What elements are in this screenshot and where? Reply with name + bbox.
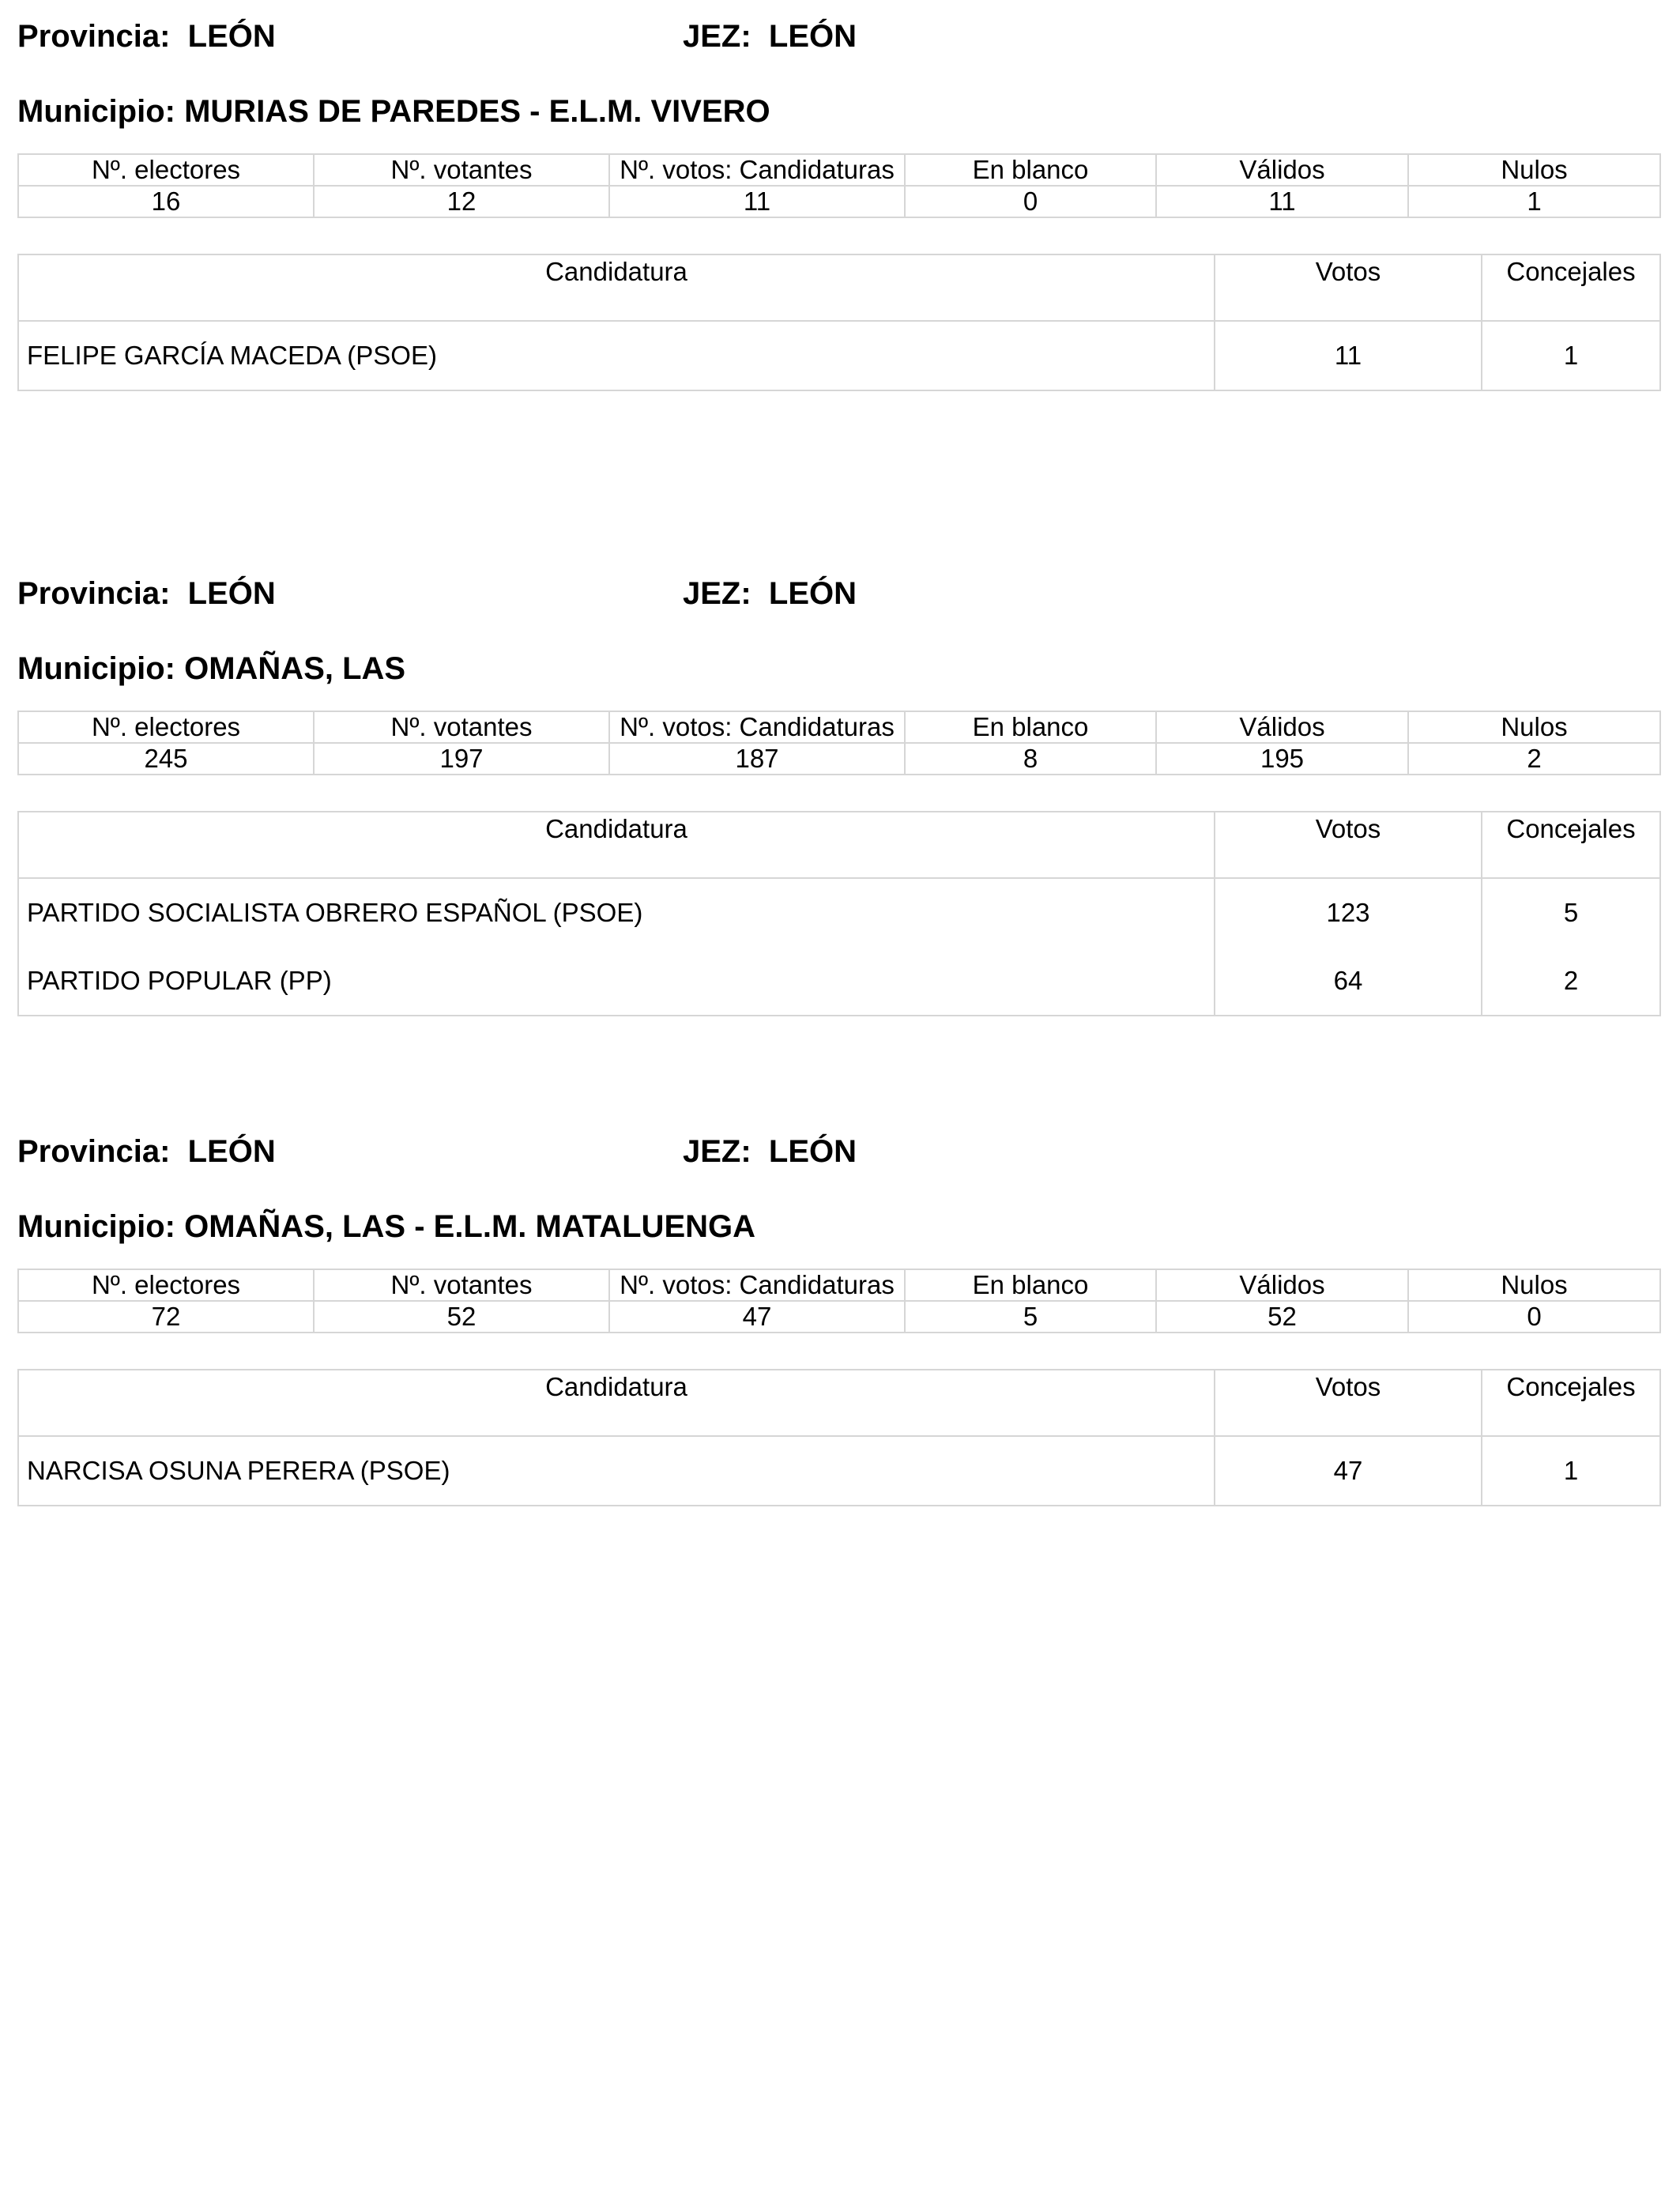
provincia-value: LEÓN (187, 1134, 276, 1169)
table-row (18, 321, 1660, 390)
provincia-heading (17, 1128, 276, 1175)
stats-header-row (18, 711, 1660, 743)
stats-header: Válidos (1156, 711, 1408, 743)
concejales-cell: 1 (1482, 321, 1660, 390)
municipio-value: OMAÑAS, LAS (184, 651, 406, 686)
stats-value: 8 (905, 743, 1156, 775)
stats-value: 245 (18, 743, 314, 775)
stats-value: 0 (905, 186, 1156, 217)
candidatura-cell: PARTIDO POPULAR (PP) (18, 947, 1215, 1016)
concejales-cell: 5 (1482, 878, 1660, 947)
municipio-label: Municipio: (17, 651, 175, 686)
stats-value: 195 (1156, 743, 1408, 775)
stats-header: Nº. votantes (314, 711, 609, 743)
stats-value: 11 (1156, 186, 1408, 217)
stats-value: 2 (1408, 743, 1660, 775)
stats-table (17, 711, 1661, 775)
jez-heading (683, 1128, 857, 1175)
stats-header: Nº. votos: Candidaturas (609, 711, 905, 743)
results-table (17, 254, 1661, 391)
stats-value: 72 (18, 1301, 314, 1333)
stats-value: 52 (1156, 1301, 1408, 1333)
stats-header: Nulos (1408, 154, 1660, 186)
table-row (18, 1436, 1660, 1506)
header-row (17, 570, 1659, 617)
provincia-label: Provincia: (17, 576, 171, 611)
concejales-cell: 1 (1482, 1436, 1660, 1506)
results-header-candidatura: Candidatura (18, 1370, 1215, 1436)
stats-table (17, 1269, 1661, 1333)
jez-value: LEÓN (768, 576, 857, 611)
municipio-label: Municipio: (17, 94, 175, 129)
stats-header: Nº. votantes (314, 154, 609, 186)
concejales-cell: 2 (1482, 947, 1660, 1016)
stats-header: Válidos (1156, 154, 1408, 186)
stats-value: 1 (1408, 186, 1660, 217)
jez-value: LEÓN (768, 19, 857, 54)
stats-header: Nº. electores (18, 154, 314, 186)
stats-value: 12 (314, 186, 609, 217)
jez-label: JEZ: (683, 19, 751, 54)
results-section-2 (17, 570, 1659, 995)
results-header-candidatura: Candidatura (18, 812, 1215, 878)
table-row (18, 947, 1660, 1016)
stats-value: 11 (609, 186, 905, 217)
results-section-3 (17, 1128, 1659, 1485)
stats-value: 5 (905, 1301, 1156, 1333)
stats-value-row (18, 743, 1660, 775)
candidatura-cell: NARCISA OSUNA PERERA (PSOE) (18, 1436, 1215, 1506)
results-header-concejales: Concejales (1482, 812, 1660, 878)
results-header-concejales: Concejales (1482, 254, 1660, 321)
results-header-row (18, 1370, 1660, 1436)
stats-header: Nº. votos: Candidaturas (609, 154, 905, 186)
provincia-value: LEÓN (187, 576, 276, 611)
results-header-row (18, 812, 1660, 878)
votos-cell: 47 (1215, 1436, 1482, 1506)
stats-value-row (18, 186, 1660, 217)
stats-value: 16 (18, 186, 314, 217)
stats-header: En blanco (905, 154, 1156, 186)
jez-value: LEÓN (768, 1134, 857, 1169)
votos-cell: 123 (1215, 878, 1482, 947)
provincia-value: LEÓN (187, 19, 276, 54)
candidatura-cell: PARTIDO SOCIALISTA OBRERO ESPAÑOL (PSOE) (18, 878, 1215, 947)
header-row (17, 1128, 1659, 1175)
municipio-label: Municipio: (17, 1209, 175, 1244)
provincia-label: Provincia: (17, 1134, 171, 1169)
stats-value: 0 (1408, 1301, 1660, 1333)
stats-value: 52 (314, 1301, 609, 1333)
results-header-row (18, 254, 1660, 321)
stats-header: En blanco (905, 711, 1156, 743)
jez-heading (683, 570, 857, 617)
results-table (17, 811, 1661, 1016)
stats-header: Nº. electores (18, 1269, 314, 1301)
stats-header-row (18, 154, 1660, 186)
stats-value: 187 (609, 743, 905, 775)
results-header-concejales: Concejales (1482, 1370, 1660, 1436)
provincia-heading (17, 570, 276, 617)
stats-header: Nulos (1408, 1269, 1660, 1301)
results-header-candidatura: Candidatura (18, 254, 1215, 321)
stats-header: Nº. electores (18, 711, 314, 743)
provincia-label: Provincia: (17, 19, 171, 54)
municipio-heading (17, 1203, 755, 1250)
jez-heading (683, 13, 857, 60)
stats-table (17, 153, 1661, 218)
votos-cell: 11 (1215, 321, 1482, 390)
stats-header: Nº. votantes (314, 1269, 609, 1301)
jez-label: JEZ: (683, 1134, 751, 1169)
municipio-heading (17, 645, 405, 692)
results-header-votos: Votos (1215, 812, 1482, 878)
stats-header: En blanco (905, 1269, 1156, 1301)
stats-value: 47 (609, 1301, 905, 1333)
votos-cell: 64 (1215, 947, 1482, 1016)
results-header-votos: Votos (1215, 1370, 1482, 1436)
jez-label: JEZ: (683, 576, 751, 611)
header-row (17, 13, 1659, 60)
municipio-value: MURIAS DE PAREDES - E.L.M. VIVERO (184, 94, 770, 129)
table-row (18, 878, 1660, 947)
provincia-heading (17, 13, 276, 60)
stats-value: 197 (314, 743, 609, 775)
results-section-1 (17, 13, 1659, 370)
results-table (17, 1369, 1661, 1506)
stats-header: Nulos (1408, 711, 1660, 743)
results-header-votos: Votos (1215, 254, 1482, 321)
municipio-value: OMAÑAS, LAS - E.L.M. MATALUENGA (184, 1209, 756, 1244)
stats-header: Válidos (1156, 1269, 1408, 1301)
candidatura-cell: FELIPE GARCÍA MACEDA (PSOE) (18, 321, 1215, 390)
stats-header-row (18, 1269, 1660, 1301)
stats-value-row (18, 1301, 1660, 1333)
municipio-heading (17, 88, 770, 135)
stats-header: Nº. votos: Candidaturas (609, 1269, 905, 1301)
